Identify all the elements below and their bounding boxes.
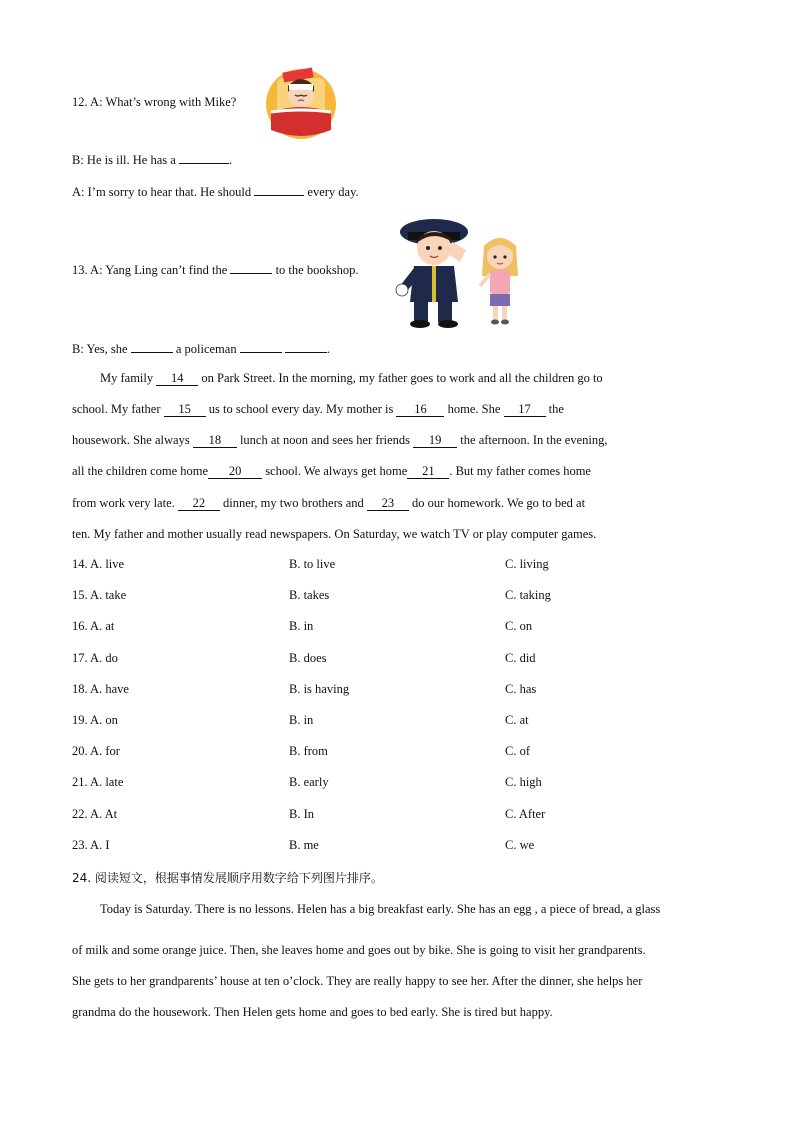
passage-text: do our homework. We go to bed at xyxy=(408,496,586,510)
options-row-19 xyxy=(72,713,722,729)
passage-text: from work very late. xyxy=(72,496,178,510)
cloze-blank-17[interactable]: 17 xyxy=(504,402,546,417)
passage-line-4 xyxy=(72,463,591,479)
option-c[interactable]: C. high xyxy=(505,775,542,789)
q12-answer-end: . xyxy=(228,153,233,167)
passage-text: . But my father comes home xyxy=(449,464,591,478)
q12-answer-text: B: He is ill. He has a xyxy=(72,153,179,167)
q13-answer-text: B: Yes, she xyxy=(72,342,131,356)
q13-question-text: 13. A: Yang Ling can’t find the xyxy=(72,263,231,277)
options-row-23 xyxy=(72,838,722,854)
passage-text: all the children come home xyxy=(72,464,209,478)
q12-response-text: A: I’m sorry to hear that. He should xyxy=(72,185,255,199)
q24-passage-line-1: Today is Saturday. There is no lessons. Helen has a big breakfast early. She has an egg , a piece of bread, a glass xyxy=(100,902,661,916)
option-b[interactable]: B. to live xyxy=(289,557,336,571)
passage-line-1 xyxy=(100,370,603,386)
option-a[interactable]: 22. A. At xyxy=(72,807,118,821)
option-c[interactable]: C. taking xyxy=(505,588,551,602)
options-row-21 xyxy=(72,775,722,791)
q24-passage-line-3: She gets to her grandparents’ house at ten o’clock. They are really happy to see her. After the dinner, she helps her xyxy=(72,974,643,988)
option-b[interactable]: B. In xyxy=(289,807,314,821)
answer-blank[interactable] xyxy=(254,183,304,196)
options-row-15 xyxy=(72,588,722,604)
option-a[interactable]: 20. A. for xyxy=(72,744,120,758)
passage-line-3 xyxy=(72,432,607,448)
passage-line-2 xyxy=(72,401,564,417)
option-b[interactable]: B. me xyxy=(289,838,319,852)
option-a[interactable]: 14. A. live xyxy=(72,557,125,571)
sick-boy-illustration xyxy=(263,64,339,140)
passage-text: home. She xyxy=(444,402,504,416)
option-a[interactable]: 17. A. do xyxy=(72,651,118,665)
answer-blank[interactable] xyxy=(131,340,173,353)
q13-question-end: to the bookshop. xyxy=(272,263,359,277)
cloze-blank-16[interactable]: 16 xyxy=(396,402,444,417)
passage-line-6: ten. My father and mother usually read newspapers. On Saturday, we watch TV or play computer games. xyxy=(72,527,597,541)
q12-response-end: every day. xyxy=(304,185,359,199)
q12-question: 12. A: What’s wrong with Mike? xyxy=(72,95,237,109)
options-row-22 xyxy=(72,807,722,823)
option-a[interactable]: 16. A. at xyxy=(72,619,115,633)
options-row-16 xyxy=(72,619,722,635)
answer-blank[interactable] xyxy=(179,151,229,164)
passage-text: school. My father xyxy=(72,402,164,416)
q12-answer xyxy=(72,151,232,168)
cloze-blank-21[interactable]: 21 xyxy=(407,464,449,479)
option-a[interactable]: 19. A. on xyxy=(72,713,118,727)
q12-response xyxy=(72,183,359,200)
passage-text: on Park Street. In the morning, my father goes to work and all the children go to xyxy=(198,371,603,385)
q24-passage-line-4: grandma do the housework. Then Helen gets home and goes to bed early. She is tired but happy. xyxy=(72,1005,553,1019)
passage-text: My family xyxy=(100,371,157,385)
cloze-blank-22[interactable]: 22 xyxy=(178,496,220,511)
passage-text: dinner, my two brothers and xyxy=(219,496,367,510)
passage-text: school. We always get home xyxy=(262,464,408,478)
option-a[interactable]: 18. A. have xyxy=(72,682,129,696)
option-c[interactable]: C. has xyxy=(505,682,537,696)
option-b[interactable]: B. in xyxy=(289,713,314,727)
answer-blank[interactable] xyxy=(285,340,327,353)
option-b[interactable]: B. from xyxy=(289,744,328,758)
option-a[interactable]: 15. A. take xyxy=(72,588,127,602)
cloze-blank-15[interactable]: 15 xyxy=(164,402,206,417)
option-b[interactable]: B. takes xyxy=(289,588,330,602)
passage-text: housework. She always xyxy=(72,433,193,447)
option-b[interactable]: B. early xyxy=(289,775,329,789)
option-c[interactable]: C. of xyxy=(505,744,530,758)
q13-answer-end: . xyxy=(326,342,330,356)
options-row-20 xyxy=(72,744,722,760)
cloze-blank-20[interactable]: 20 xyxy=(208,464,262,479)
cloze-blank-14[interactable]: 14 xyxy=(156,371,198,386)
options-row-14 xyxy=(72,557,722,573)
q13-answer-mid: a policeman xyxy=(172,342,240,356)
answer-blank[interactable] xyxy=(230,261,272,274)
option-c[interactable]: C. living xyxy=(505,557,549,571)
options-row-18 xyxy=(72,682,722,698)
option-c[interactable]: C. on xyxy=(505,619,533,633)
option-c[interactable]: C. at xyxy=(505,713,529,727)
answer-blank[interactable] xyxy=(240,340,282,353)
option-c[interactable]: C. After xyxy=(505,807,546,821)
q24-passage-line-2: of milk and some orange juice. Then, she leaves home and goes out by bike. She is going to visit her grandparents. xyxy=(72,943,646,957)
option-c[interactable]: C. we xyxy=(505,838,535,852)
passage-line-5 xyxy=(72,495,585,511)
option-b[interactable]: B. in xyxy=(289,619,314,633)
passage-text: the afternoon. In the evening, xyxy=(457,433,608,447)
q13-answer xyxy=(72,340,330,357)
options-row-17 xyxy=(72,651,722,667)
option-a[interactable]: 23. A. I xyxy=(72,838,110,852)
q13-question xyxy=(72,261,359,278)
cloze-blank-18[interactable]: 18 xyxy=(193,433,237,448)
passage-text: us to school every day. My mother is xyxy=(205,402,397,416)
option-b[interactable]: B. is having xyxy=(289,682,350,696)
cloze-blank-23[interactable]: 23 xyxy=(367,496,409,511)
policeman-and-girl-illustration xyxy=(394,206,526,330)
option-b[interactable]: B. does xyxy=(289,651,327,665)
passage-text: lunch at noon and sees her friends xyxy=(236,433,414,447)
cloze-blank-19[interactable]: 19 xyxy=(413,433,457,448)
q24-instruction: 24. 阅读短文，根据事情发展顺序用数字给下列图片排序。 xyxy=(72,871,383,885)
option-a[interactable]: 21. A. late xyxy=(72,775,124,789)
passage-text: the xyxy=(545,402,564,416)
option-c[interactable]: C. did xyxy=(505,651,536,665)
